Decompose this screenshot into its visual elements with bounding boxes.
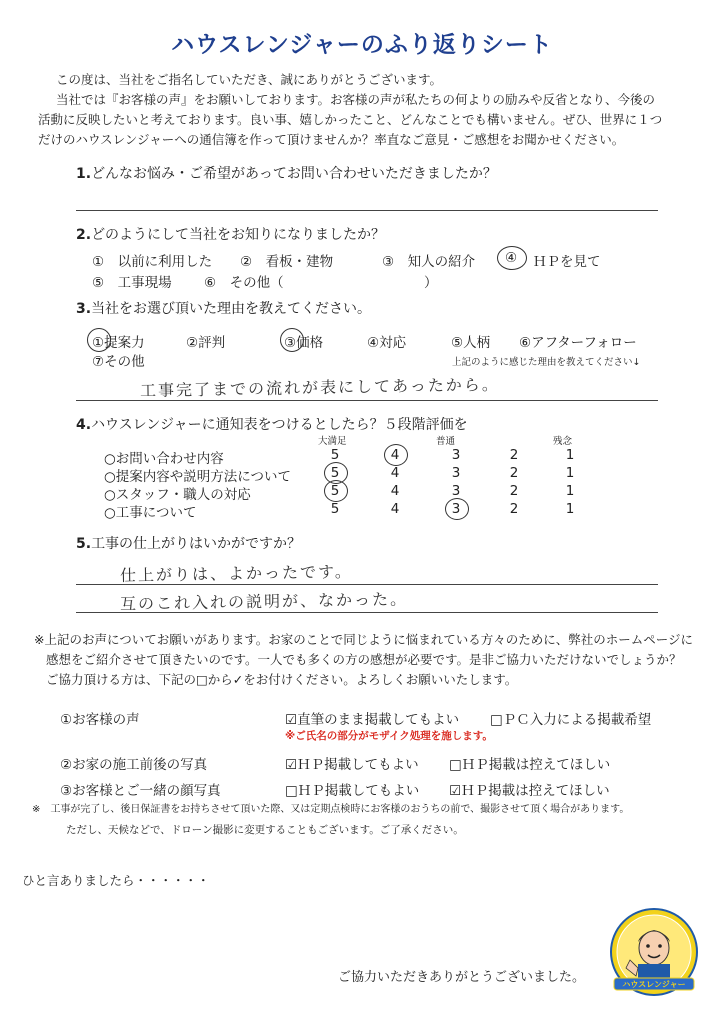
intro-line-4: だけのハウスレンジャーへの通信簿を作って頂けませんか？率直なご意見・ご感想をお聞かせください。 bbox=[38, 132, 625, 147]
permission-photos-opt1[interactable] bbox=[285, 753, 419, 773]
rating-option[interactable]: 5 bbox=[330, 447, 340, 463]
q5-handwritten-answer-1: 仕上がりは、よかったです。 bbox=[119, 561, 353, 586]
permission-label-face: ③お客様とご一緒の顔写真 bbox=[60, 783, 221, 799]
scale-label-worst: 残念 bbox=[553, 436, 573, 447]
q3-option-4[interactable]: ④対応 bbox=[367, 335, 407, 351]
q2-option-3[interactable]: ③ 知人の紹介 bbox=[382, 254, 476, 270]
answer-line-5a bbox=[76, 584, 658, 585]
q2-option-6-close: ） bbox=[424, 275, 438, 291]
permission-face-opt1[interactable] bbox=[285, 779, 419, 799]
rating-option[interactable]: 5 bbox=[330, 483, 340, 499]
permission-voice-opt1[interactable] bbox=[285, 708, 459, 728]
rating-option[interactable]: 5 bbox=[330, 501, 340, 517]
question-3 bbox=[76, 298, 371, 318]
rating-row-label: ○提案内容や説明方法について bbox=[104, 469, 292, 485]
rating-row-label: ○工事について bbox=[104, 505, 197, 521]
house-ranger-mascot-logo bbox=[608, 906, 700, 998]
question-2 bbox=[76, 224, 385, 244]
rating-option[interactable]: 1 bbox=[565, 465, 575, 481]
q3-option-5[interactable]: ⑤人柄 bbox=[451, 335, 491, 351]
rating-option[interactable]: 2 bbox=[509, 447, 519, 463]
permission-face-opt2-label: ＨＰ掲載は控えてほしい bbox=[461, 783, 610, 799]
permission-photos-opt2[interactable] bbox=[449, 753, 610, 773]
rating-option[interactable]: 4 bbox=[390, 447, 400, 463]
rating-option[interactable]: 3 bbox=[451, 501, 461, 517]
q3-option-7[interactable]: ⑦その他 bbox=[92, 354, 145, 370]
rating-row-label: ○スタッフ・職人の対応 bbox=[104, 487, 251, 503]
rating-row-label: ○お問い合わせ内容 bbox=[104, 451, 224, 467]
request-line-2: 感想をご紹介させて頂きたいのです。一人でも多くの方の感想が必要です。是非ご協力いただけないでしょうか？ bbox=[46, 652, 682, 667]
photo-note-line-1: ※ 工事が完了し、後日保証書をお持ちさせて頂いた際、又は定期点検時にお客様のおうちの前で、撮影させて頂く場合があります。 bbox=[32, 804, 630, 815]
q3-handwritten-answer: 工事完了までの流れが表にしてあったから。 bbox=[139, 374, 500, 401]
q2-selected-circle bbox=[497, 246, 527, 270]
rating-option[interactable]: 4 bbox=[390, 483, 400, 499]
intro-line-1: この度は、当社をご指名していただき、誠にありがとうございます。 bbox=[56, 72, 443, 87]
rating-option[interactable]: 3 bbox=[451, 447, 461, 463]
q3-selected-circle-1 bbox=[87, 328, 111, 352]
rating-option[interactable]: 3 bbox=[451, 465, 461, 481]
scale-label-best: 大満足 bbox=[318, 436, 347, 447]
q2-option-5[interactable]: ⑤ 工事現場 bbox=[92, 275, 172, 291]
rating-option[interactable]: 4 bbox=[390, 501, 400, 517]
checkbox-empty-icon[interactable]: □ bbox=[449, 757, 462, 773]
thanks-message: ご協力いただきありがとうございました。 bbox=[338, 970, 586, 985]
rating-option[interactable]: 2 bbox=[509, 465, 519, 481]
q3-selected-circle-3 bbox=[280, 328, 304, 352]
permission-face-opt1-label: ＨＰ掲載してもよい bbox=[297, 783, 420, 799]
question-5-number: 5. bbox=[76, 536, 92, 552]
question-1 bbox=[76, 163, 497, 183]
question-2-number: 2. bbox=[76, 227, 92, 243]
permission-voice-opt2-label: ＰＣ入力による掲載希望 bbox=[502, 712, 652, 728]
question-5-text: 工事の仕上がりはいかがですか？ bbox=[91, 536, 302, 552]
q3-hint: 上記のように感じた理由を教えてください↓ bbox=[452, 357, 641, 368]
mosaic-note: ※ご氏名の部分がモザイク処理を施します。 bbox=[285, 730, 493, 742]
checkbox-empty-icon[interactable]: □ bbox=[490, 712, 503, 728]
answer-line-3 bbox=[76, 400, 658, 401]
question-4-number: 4. bbox=[76, 417, 92, 433]
question-1-number: 1. bbox=[76, 166, 92, 182]
sheet-title: ハウスレンジャーのふり返りシート bbox=[171, 32, 553, 58]
scale-label-average: 普通 bbox=[436, 436, 456, 447]
question-5 bbox=[76, 533, 301, 553]
rating-option[interactable]: 1 bbox=[565, 483, 575, 499]
q3-option-1[interactable]: ①提案力 bbox=[92, 335, 145, 351]
answer-line-5b bbox=[76, 612, 658, 613]
permission-face-opt2[interactable] bbox=[449, 779, 610, 799]
permission-photos-opt1-label: ＨＰ掲載してもよい bbox=[297, 757, 419, 773]
q2-option-4-number[interactable]: ④ bbox=[505, 250, 518, 266]
q2-option-6[interactable]: ⑥ その他（ bbox=[204, 275, 284, 291]
q3-option-3[interactable]: ③価格 bbox=[284, 335, 324, 351]
rating-option[interactable]: 1 bbox=[565, 447, 575, 463]
permission-voice-opt1-label: 直筆のまま掲載してもよい bbox=[297, 712, 460, 728]
q3-option-2[interactable]: ②評判 bbox=[186, 335, 226, 351]
q2-option-4-label[interactable]: ＨＰを見て bbox=[533, 254, 601, 270]
permission-voice-opt2[interactable] bbox=[490, 708, 651, 728]
rating-option[interactable]: 2 bbox=[509, 483, 519, 499]
rating-selected-circle bbox=[384, 444, 408, 466]
checkbox-checked-icon[interactable]: ☑ bbox=[285, 712, 298, 728]
permission-label-voice: ①お客様の声 bbox=[60, 712, 140, 728]
intro-line-2: 当社では『お客様の声』をお願いしております。お客様の声が私たちの何よりの励みや反省となり、今後の bbox=[56, 92, 656, 107]
comment-prompt: ひと言ありましたら・・・・・・ bbox=[22, 873, 210, 888]
checkbox-checked-icon[interactable]: ☑ bbox=[285, 757, 298, 773]
rating-selected-circle bbox=[445, 498, 469, 520]
question-4-text: ハウスレンジャーに通知表をつけるとしたら？５段階評価を bbox=[91, 417, 468, 433]
rating-option[interactable]: 3 bbox=[451, 483, 461, 499]
question-4 bbox=[76, 414, 468, 434]
q3-option-6[interactable]: ⑥アフターフォロー bbox=[519, 335, 637, 351]
answer-line-1 bbox=[76, 210, 658, 211]
rating-option[interactable]: 1 bbox=[565, 501, 575, 517]
rating-option[interactable]: 4 bbox=[390, 465, 400, 481]
q2-option-1[interactable]: ① 以前に利用した bbox=[92, 254, 213, 270]
permission-photos-opt2-label: ＨＰ掲載は控えてほしい bbox=[461, 757, 611, 773]
q5-handwritten-answer-2: 互のこれ入れの説明が、なかった。 bbox=[119, 589, 409, 614]
checkbox-empty-icon[interactable]: □ bbox=[285, 783, 298, 799]
question-1-text: どんなお悩み・ご希望があってお問い合わせいただきましたか？ bbox=[91, 166, 497, 182]
photo-note-line-2: ただし、天候などで、ドローン撮影に変更することもございます。ご了承ください。 bbox=[66, 824, 464, 836]
rating-option[interactable]: 5 bbox=[330, 465, 340, 481]
permission-label-photos: ②お家の施工前後の写真 bbox=[60, 757, 208, 773]
question-3-text: 当社をお選び頂いた理由を教えてください。 bbox=[91, 301, 372, 317]
logo-text: ハウスレンジャー bbox=[622, 980, 686, 989]
request-line-3: ご協力頂ける方は、下記の□から✓をお付けください。よろしくお願いいたします。 bbox=[46, 672, 518, 687]
request-line-1: ※上記のお声についてお願いがあります。お家のことで同じように悩まれている方々のために、弊社のホームページに bbox=[34, 632, 693, 647]
rating-selected-circle bbox=[324, 480, 348, 502]
q2-option-2[interactable]: ② 看板・建物 bbox=[240, 254, 334, 270]
rating-option[interactable]: 2 bbox=[509, 501, 519, 517]
checkbox-checked-icon[interactable]: ☑ bbox=[449, 783, 462, 799]
question-3-number: 3. bbox=[76, 301, 92, 317]
intro-line-3: 活動に反映したいと考えております。良い事、嬉しかったこと、どんなことでも構いません。ぜひ、世界に１つ bbox=[38, 112, 663, 127]
question-2-text: どのようにして当社をお知りになりましたか？ bbox=[91, 227, 386, 243]
